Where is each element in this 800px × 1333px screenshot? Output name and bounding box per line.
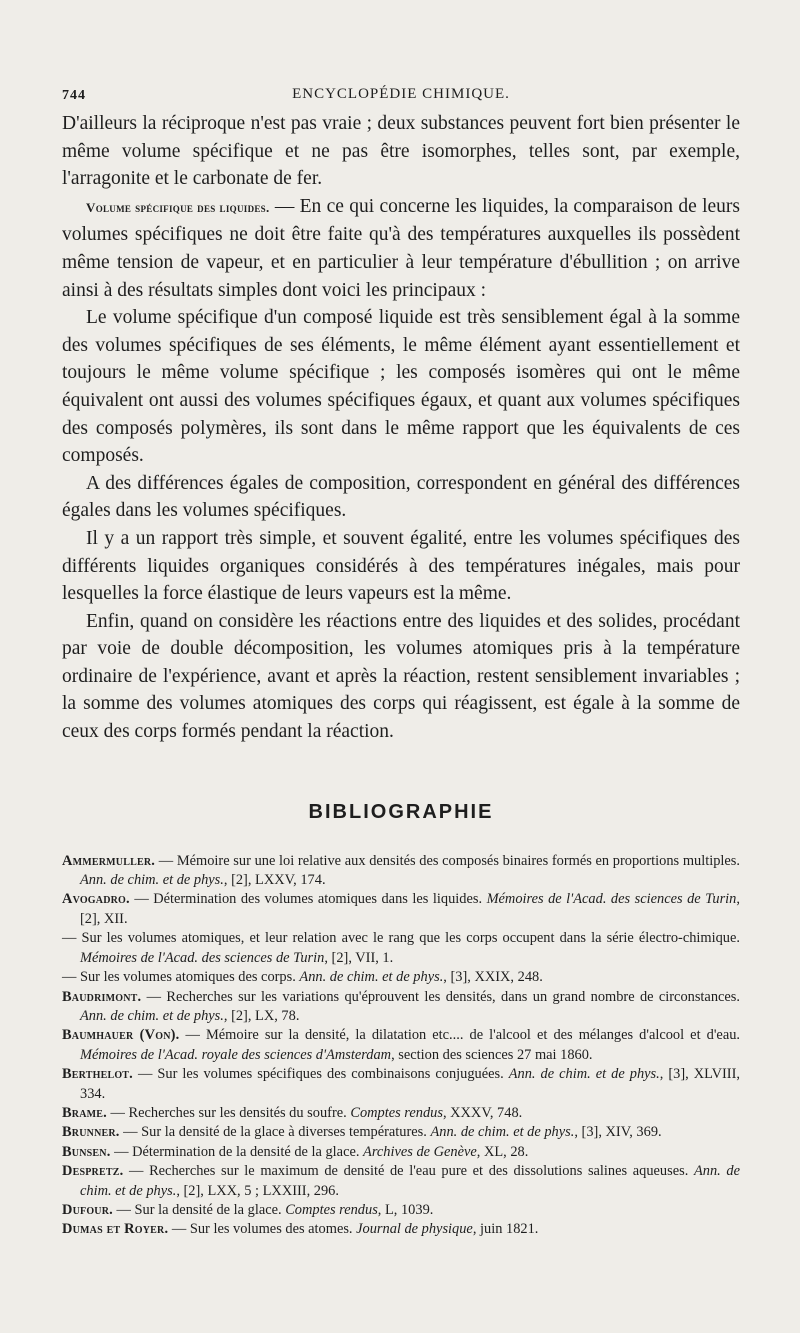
paragraph: D'ailleurs la réciproque n'est pas vraie ; deux substances peuvent fort bien présenter le même volume spécifique et ne pas être isomorphes, telles sont, par exemple, l'arragonite et le carbonate de fer. [62,113,740,190]
entry-text: — Recherches sur le maximum de densité de l'eau pure et des dissolutions salines aqueuses. [123,1163,694,1180]
bibliography-entry [62,968,740,987]
entry-text: — Sur les volumes atomiques, et leur relation avec le rang que les corps occupent dans la série électro-chimique. [62,930,740,947]
entry-work: Archives de Genève [363,1143,477,1160]
entry-author: Baudrimont. [62,988,142,1005]
bibliography-entry [62,1220,740,1239]
page-header [62,86,740,110]
entry-text: , [2], LXXV, 174. [223,872,326,889]
entry-author: Berthelot. [62,1066,133,1083]
paragraph: Enfin, quand on considère les réactions entre des liquides et des solides, procédant par voie de double décomposition, les volumes atomiques pris à la température ordinaire de l'expérience, avant et après la réaction, restent sensiblement invariables ; la somme des volumes atomiques des corps qui réagissent, est égale à la somme de ceux des corps formés pendant la réaction. [62,610,740,743]
bibliography-entry [62,852,740,891]
bibliography-entry [62,890,740,929]
bibliography-entry [62,988,740,1027]
entry-text: — Sur les volumes atomiques des corps. [62,969,300,986]
entry-author: Dumas et Royer. [62,1221,169,1238]
entry-text: — Sur les volumes spécifiques des combinaisons conjuguées. [132,1066,509,1083]
section-paragraph [62,193,740,304]
bibliography-entry [62,1123,740,1142]
entry-work: Journal de physique [356,1221,473,1238]
entry-author: Brunner. [62,1124,120,1141]
bibliography-entry [62,1201,740,1220]
entry-text: — Détermination des volumes atomiques dans les liquides. [129,891,487,908]
entry-author: Bunsen. [62,1143,111,1160]
entry-text: , [2], XII. [80,891,740,927]
entry-author: Despretz. [62,1163,124,1180]
entry-work: Ann. de chim. et de phys. [430,1124,575,1141]
bibliography-entry [62,1026,740,1065]
entry-text: , L, 1039. [377,1201,434,1218]
entry-author: Avogadro. [62,891,130,908]
entry-text: , [2], LX, 78. [223,1007,300,1024]
paragraph: Il y a un rapport très simple, et souvent égalité, entre les volumes spécifiques des différents liquides organiques considérés à des températures inégales, mais pour lesquelles la force élastique de leurs vapeurs est la même. [62,527,740,605]
entry-text: — Détermination de la densité de la glace. [110,1143,364,1160]
entry-work: Ann. de chim. et de phys. [508,1066,660,1083]
entry-work: Ann. de chim. et de phys. [80,1007,224,1024]
paragraph: A des différences égales de composition, correspondent en général des différences égales dans les volumes spécifiques. [62,472,740,522]
entry-author: Ammermuller. [62,852,156,869]
entry-author: Brame. [62,1104,107,1121]
entry-text: — Sur la densité de la glace. [112,1201,286,1218]
entry-text: , [3], XLVIII, 334. [80,1066,740,1102]
bibliography-list [62,852,740,1240]
entry-work: Mémoires de l'Acad. des sciences de Turin [486,891,737,908]
bibliography-entry [62,1104,740,1123]
entry-text: — Recherches sur les densités du soufre. [106,1104,351,1121]
entry-text: — Sur les volumes des atomes. [168,1221,357,1238]
running-title: ENCYCLOPÉDIE CHIMIQUE. [292,86,510,102]
entry-text: — Sur la densité de la glace à diverses températures. [119,1124,431,1141]
section-heading: Volume spécifique des liquides. [86,199,270,215]
entry-work: Ann. de chim. et de phys. [80,872,224,889]
page-number: 744 [62,88,86,103]
entry-text: , XXXV, 748. [442,1104,523,1121]
entry-text: , section des sciences 27 mai 1860. [391,1046,593,1063]
bibliography-title: BIBLIOGRAPHIE [308,800,494,823]
bibliography-entry [62,929,740,968]
entry-text: — Mémoire sur la densité, la dilatation etc.... de l'alcool et des mélanges d'alcool et d'eau. [179,1027,741,1044]
entry-text: , [3], XXIX, 248. [443,969,543,986]
entry-text: , [3], XIV, 369. [574,1124,662,1141]
entry-text: , [2], VII, 1. [324,949,394,966]
entry-text: — Mémoire sur une loi relative aux densités des composés binaires formés en proportions multiples. [155,852,740,869]
main-text [62,110,740,746]
entry-author: Dufour. [62,1201,113,1218]
entry-work: Comptes rendus [350,1104,443,1121]
bibliography-entry [62,1162,740,1201]
entry-text: — Recherches sur les variations qu'éprouvent les densités, dans un grand nombre de circonstances. [141,988,740,1005]
entry-work: Comptes rendus [285,1201,378,1218]
entry-work: Ann. de chim. et de phys. [299,969,444,986]
paragraph: Le volume spécifique d'un composé liquide est très sensiblement égal à la somme des volumes spécifiques de ses éléments, le même élément ayant essentiellement et toujours le même volume spécifique ; les composés isomères qui ont le même équivalent ont aussi des volumes spécifiques égaux, et quant aux volumes spécifiques des composés polymères, ils sont dans le même rapport que les équivalents de ces composés. [62,307,740,467]
entry-author: Baumhauer (Von). [62,1027,180,1044]
entry-text: , [2], LXX, 5 ; LXXIII, 296. [176,1182,339,1199]
bibliography-entry [62,1065,740,1104]
entry-text: , juin 1821. [472,1221,539,1238]
bibliography-entry [62,1143,740,1162]
section-text: — En ce qui concerne les liquides, la comparaison de leurs volumes spécifiques ne doit être faite qu'à des températures auxquelles ils possèdent même tension de vapeur, et en particulier à leur température d'ébullition ; on arrive ainsi à des résultats simples dont voici les principaux : [62,195,740,301]
entry-text: , XL, 28. [476,1143,529,1160]
entry-work: Ann. de chim. et de phys. [80,1163,740,1199]
entry-work: Mémoires de l'Acad. royale des sciences d'Amsterdam [80,1046,392,1063]
entry-work: Mémoires de l'Acad. des sciences de Turin [80,949,325,966]
